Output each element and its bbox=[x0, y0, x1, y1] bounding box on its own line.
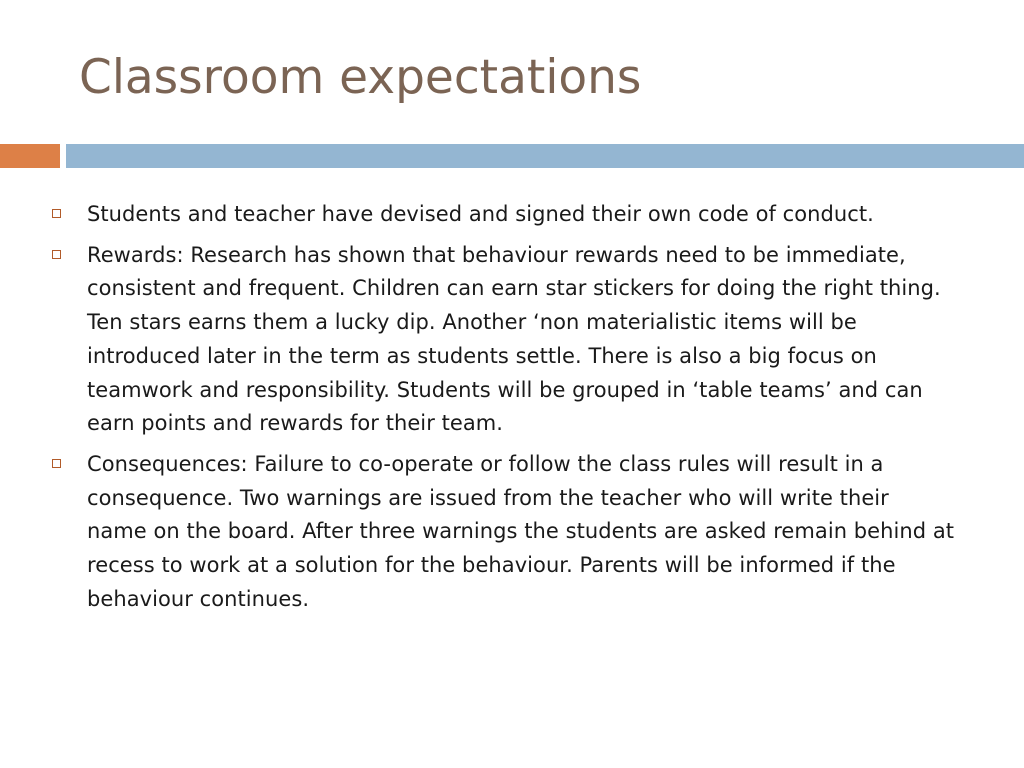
bullet-item-consequences bbox=[50, 448, 955, 617]
square-bullet-icon bbox=[52, 459, 61, 468]
square-bullet-icon bbox=[52, 250, 61, 259]
slide-title: Classroom expectations bbox=[79, 50, 642, 105]
accent-bar-orange bbox=[0, 144, 60, 168]
bullet-item-rewards bbox=[50, 239, 955, 441]
bullet-item-code-of-conduct bbox=[50, 198, 955, 232]
bullet-text: Consequences: Failure to co-operate or follow the class rules will result in a consequence. Two warnings are issued from the teacher who will write their name on the board. After three warnings the students are asked remain behind at recess to work at a solution for the behaviour. Parents will be informed if the behaviour continues. bbox=[87, 451, 955, 611]
square-bullet-icon bbox=[52, 209, 61, 218]
bullet-text: Rewards: Research has shown that behaviour rewards need to be immediate, consistent and frequent. Children can earn star stickers for doing the right thing. Ten stars earns them a lucky dip. Another ‘non materialistic items will be introduced later in the term as students settle. There is also a big focus on teamwork and responsibility. Students will be grouped in ‘table teams’ and can earn points and rewards for their team. bbox=[87, 242, 941, 436]
accent-bar-blue bbox=[66, 144, 1024, 168]
bullet-text: Students and teacher have devised and signed their own code of conduct. bbox=[87, 202, 874, 226]
bullet-list bbox=[50, 198, 955, 623]
